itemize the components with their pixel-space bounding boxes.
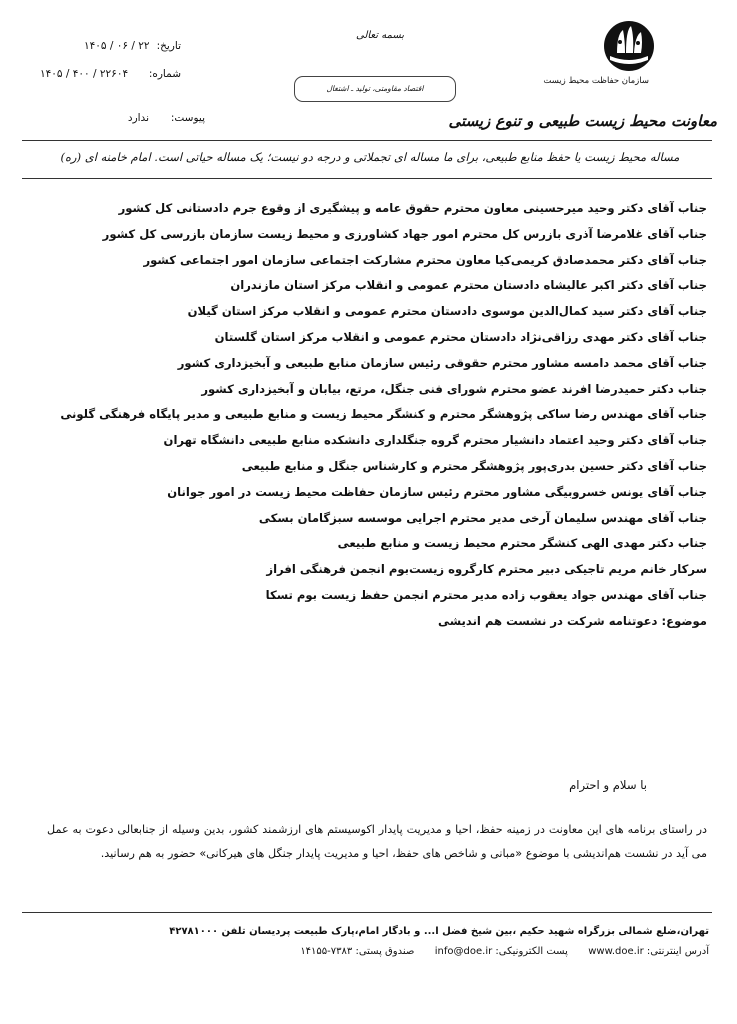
recipient-line: جناب آقای دکتر سید کمال‌الدین موسوی دادستان محترم عمومی و انقلاب مرکز استان گیلان: [187, 304, 707, 319]
basmala: بسمه تعالی: [356, 30, 405, 41]
recipient-line: جناب آقای دکتر محمدصادق کریمی‌کیا معاون محترم مشارکت اجتماعی سازمان امور اجتماعی کشور: [143, 252, 707, 267]
website-label: آدرس اینترنتی:: [646, 946, 709, 957]
footer-address: تهران،ضلع شمالی بزرگراه شهید حکیم ،بین شیخ فضل ا... و بادگار امام،پارک طبیعت پردیسان تلفن ۴۲۷۸۱۰۰۰: [169, 926, 709, 937]
recipient-line: جناب دکتر حمیدرضا افرند عضو محترم شورای فنی جنگل، مرتع، بیابان و آبخیزداری کشور: [201, 381, 707, 396]
recipient-line: جناب آقای مهندس جواد یعقوب زاده مدیر محترم انجمن حفظ زیست بوم تسکا: [265, 587, 707, 602]
letter-body: در راستای برنامه های این معاونت در زمینه حفظ، احیا و مدیریت پایدار اکوسیستم های ارزشمند کشور، بدین وسیله از جنابعالی دعوت به عمل می آید در نشست هم‌اندیشی با موضوع «مبانی و شاخص های حفظ، احیا و مدیریت پایدار جنگل های هیرکانی» حضور به هم رسانید.: [47, 823, 707, 860]
po-box: صندوق پستی: ۷۳۸۳-۱۴۱۵۵: [300, 946, 415, 957]
header-quote: مساله محیط زیست یا حفظ منابع طبیعی، برای ما مساله ای تجملاتی و درجه دو نیست؛ یک مساله حیاتی است. امام خامنه ای (ره): [60, 150, 680, 164]
recipient-line: جناب آقای مهندس رضا ساکی پژوهشگر محترم و کنشگر محیط زیست و منابع طبیعی و مدیر پایگاه فرهنگی گلونی: [60, 407, 707, 422]
greeting: با سلام و احترام: [569, 778, 647, 792]
footer-divider: [22, 912, 712, 913]
email-link[interactable]: info@doe.ir: [434, 946, 493, 957]
recipient-line: جناب آقای غلامرضا آذری بازرس کل محترم امور جهاد کشاورزی و محیط زیست سازمان بازرسی کل کشور: [102, 226, 707, 241]
date-value: ۱۴۰۵ / ۰۶ / ۲۲: [84, 40, 150, 52]
attachment-value: ندارد: [127, 112, 149, 124]
recipients-list: [35, 196, 707, 635]
organization-name: سازمان حفاظت محیط زیست: [543, 76, 649, 86]
quote-divider: [22, 178, 712, 179]
header-divider: [22, 140, 712, 141]
slogan-stamp: [294, 76, 456, 102]
number-value: ۱۴۰۵ / ۴۰۰ / ۲۲۶۰۴: [40, 68, 129, 80]
footer-contacts: [300, 946, 709, 957]
number-label: شماره:: [148, 68, 181, 80]
website-link[interactable]: www.doe.ir: [588, 946, 644, 957]
slogan-text: اقتصاد مقاومتی، تولید ـ اشتغال: [326, 84, 424, 93]
recipient-line: جناب آقای دکتر اکبر عالیشاه دادستان محترم عمومی و انقلاب مرکز استان مازندران: [230, 278, 707, 293]
subject-line: موضوع: دعوتنامه شرکت در نشست هم اندیشی: [438, 613, 707, 628]
recipient-line: جناب آقای دکتر وحید اعتماد دانشیار محترم گروه جنگلداری دانشکده منابع طبیعی دانشگاه تهران: [163, 433, 707, 448]
date-label: تاریخ:: [156, 40, 181, 52]
attachment-label: پیوست:: [170, 112, 205, 124]
recipient-line: جناب آقای یونس خسروبیگی مشاور محترم رئیس سازمان حفاظت محیط زیست در امور جوانان: [167, 484, 707, 499]
recipient-line: جناب آقای دکتر مهدی رزاقی‌نژاد دادستان محترم عمومی و انقلاب مرکز استان گلستان: [214, 329, 707, 344]
recipient-line: جناب آقای دکتر وحید میرحسینی معاون محترم حقوق عامه و پیشگیری از وقوع جرم دادستانی کل کشور: [118, 201, 707, 215]
recipient-line: سرکار خانم مریم تاجیکی دبیر محترم کارگروه زیست‌بوم انجمن فرهنگی افراز: [266, 562, 707, 577]
recipient-line: جناب آقای محمد دامسه مشاور محترم حقوقی رئیس سازمان منابع طبیعی و آبخیزداری کشور: [177, 355, 707, 370]
recipient-line: جناب دکتر مهدی الهی کنشگر محترم محیط زیست و منابع طبیعی: [337, 536, 707, 551]
email-label: پست الکترونیکی:: [495, 946, 568, 957]
recipient-line: جناب آقای مهندس سلیمان آرخی مدیر محترم اجرایی موسسه سبزگامان بسکی: [258, 510, 707, 525]
recipient-line: جناب آقای دکتر حسین بدری‌پور پژوهشگر محترم و کارشناس جنگل و منابع طبیعی: [241, 458, 707, 473]
deputy-title: معاونت محیط زیست طبیعی و تنوع زیستی: [448, 112, 717, 130]
doe-logo-icon: [603, 20, 655, 72]
